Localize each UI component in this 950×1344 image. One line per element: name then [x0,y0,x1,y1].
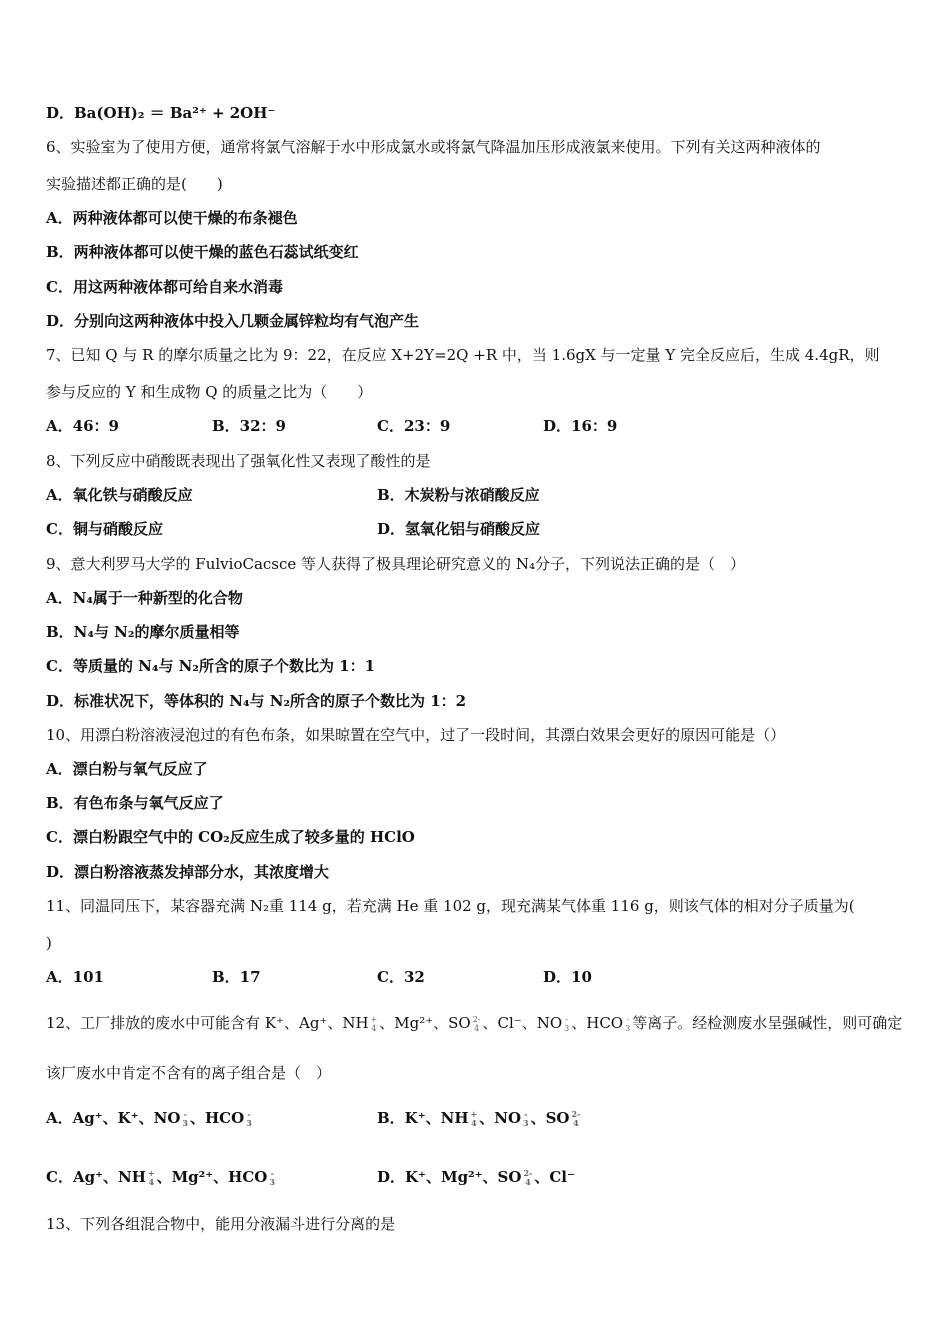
q10-option-b: B．有色布条与氧气反应了 [46,794,224,812]
q8-option-b: B．木炭粉与浓硝酸反应 [377,486,540,504]
q7-option-d: D．16：9 [543,417,618,435]
q8-option-a: A．氧化铁与硝酸反应 [46,486,193,504]
q6-option-c: C．用这两种液体都可给自来水消毒 [46,278,283,296]
q12-option-d [377,1167,575,1187]
q6-stem-line1: 6、实验室为了使用方便，通常将氯气溶解于水中形成氯水或将氯气降温加压形成液氯来使用。下列有关这两种液体的 [46,138,821,156]
q6-stem-line2: 实验描述都正确的是( ) [46,175,223,193]
q12-stem-line1 [46,1013,902,1033]
q12-text: A．Ag⁺、K⁺、NO [46,1109,181,1127]
q10-option-c: C．漂白粉跟空气中的 CO₂反应生成了较多量的 HClO [46,828,415,846]
q11-option-b: B．17 [212,968,261,986]
ion-charge-stack: - 3 [523,1109,529,1128]
q12-text: 、HCO [571,1014,624,1032]
q5-option-d: D．Ba(OH)₂ ＝ Ba²⁺ + 2OH⁻ [46,104,276,122]
q10-stem: 10、用漂白粉溶液浸泡过的有色布条，如果晾置在空气中，过了一段时间，其漂白效果会更好的原因可能是（） [46,726,786,744]
q6-option-a: A．两种液体都可以使干燥的布条褪色 [46,209,298,227]
ion-charge-stack: 2- 4 [523,1168,533,1187]
q10-option-d: D．漂白粉溶液蒸发掉部分水，其浓度增大 [46,863,330,881]
ion-charge-stack: + 4 [470,1109,478,1128]
q12-option-a [46,1108,254,1128]
ion-charge-stack: - 3 [564,1015,570,1033]
q12-text: 、HCO [190,1109,245,1127]
ion-charge-stack: - 3 [182,1109,188,1128]
q12-option-b [377,1108,582,1128]
q9-option-a: A．N₄属于一种新型的化合物 [46,589,243,607]
q12-text: 、NO [479,1109,522,1127]
q11-option-a: A．101 [46,968,104,986]
q7-stem-line1: 7、已知 Q 与 R 的摩尔质量之比为 9：22，在反应 X+2Y=2Q +R 中，当 1.6gX 与一定量 Y 完全反应后，生成 4.4gR，则 [46,346,880,364]
ion-charge-stack: - 3 [246,1109,252,1128]
ion-charge-stack: 2- 4 [571,1109,581,1128]
q9-option-d: D．标准状况下，等体积的 N₄与 N₂所含的原子个数比为 1：2 [46,692,467,710]
q8-option-d: D．氢氧化铝与硝酸反应 [377,520,541,538]
q7-stem-line2: 参与反应的 Y 和生成物 Q 的质量之比为（ ） [46,383,373,401]
q9-option-c: C．等质量的 N₄与 N₂所含的原子个数比为 1：1 [46,657,376,675]
q13-stem: 13、下列各组混合物中，能用分液漏斗进行分离的是 [46,1215,396,1233]
q12-text: C．Ag⁺、NH [46,1168,146,1186]
q11-option-c: C．32 [377,968,425,986]
q12-text: 12、工厂排放的废水中可能含有 K⁺、Ag⁺、NH [46,1014,369,1032]
ion-charge-stack: - 3 [625,1015,631,1033]
ion-charge-stack: - 3 [269,1168,275,1187]
q6-option-d: D．分别向这两种液体中投入几颗金属锌粒均有气泡产生 [46,312,420,330]
q12-text: 、Mg²⁺、SO [379,1014,471,1032]
q8-option-c: C．铜与硝酸反应 [46,520,163,538]
q8-stem: 8、下列反应中硝酸既表现出了强氧化性又表现了酸性的是 [46,452,431,470]
q12-text: 、Cl⁻ [534,1168,575,1186]
q7-option-b: B．32：9 [212,417,286,435]
q10-option-a: A．漂白粉与氧气反应了 [46,760,208,778]
q11-option-d: D．10 [543,968,592,986]
q6-option-b: B．两种液体都可以使干燥的蓝色石蕊试纸变红 [46,243,359,261]
q12-text: 等离子。经检测废水呈强碱性，则可确定 [632,1014,903,1032]
q12-stem-line2: 该厂废水中肯定不含有的离子组合是（ ） [46,1064,332,1082]
q12-text: 、SO [530,1109,570,1127]
q12-text: D．K⁺、Mg²⁺、SO [377,1168,522,1186]
q12-option-c [46,1167,277,1187]
q9-option-b: B．N₄与 N₂的摩尔质量相等 [46,623,240,641]
q12-text: 、Mg²⁺、HCO [156,1168,268,1186]
q11-stem-line1: 11、同温同压下，某容器充满 N₂重 114 g，若充满 He 重 102 g，现充满某气体重 116 g，则该气体的相对分子质量为( [46,897,855,915]
q9-stem: 9、意大利罗马大学的 FulvioCacsce 等人获得了极具理论研究意义的 N₄分子，下列说法正确的是（ ） [46,555,745,573]
q11-stem-line2: ) [46,934,52,952]
q7-option-a: A．46：9 [46,417,119,435]
ion-charge-stack: + 4 [147,1168,155,1187]
q7-option-c: C．23：9 [377,417,451,435]
q12-text: B．K⁺、NH [377,1109,469,1127]
ion-charge-stack: + 4 [370,1015,378,1033]
q12-text: 、Cl⁻、NO [482,1014,563,1032]
ion-charge-stack: 2- 4 [472,1015,481,1033]
